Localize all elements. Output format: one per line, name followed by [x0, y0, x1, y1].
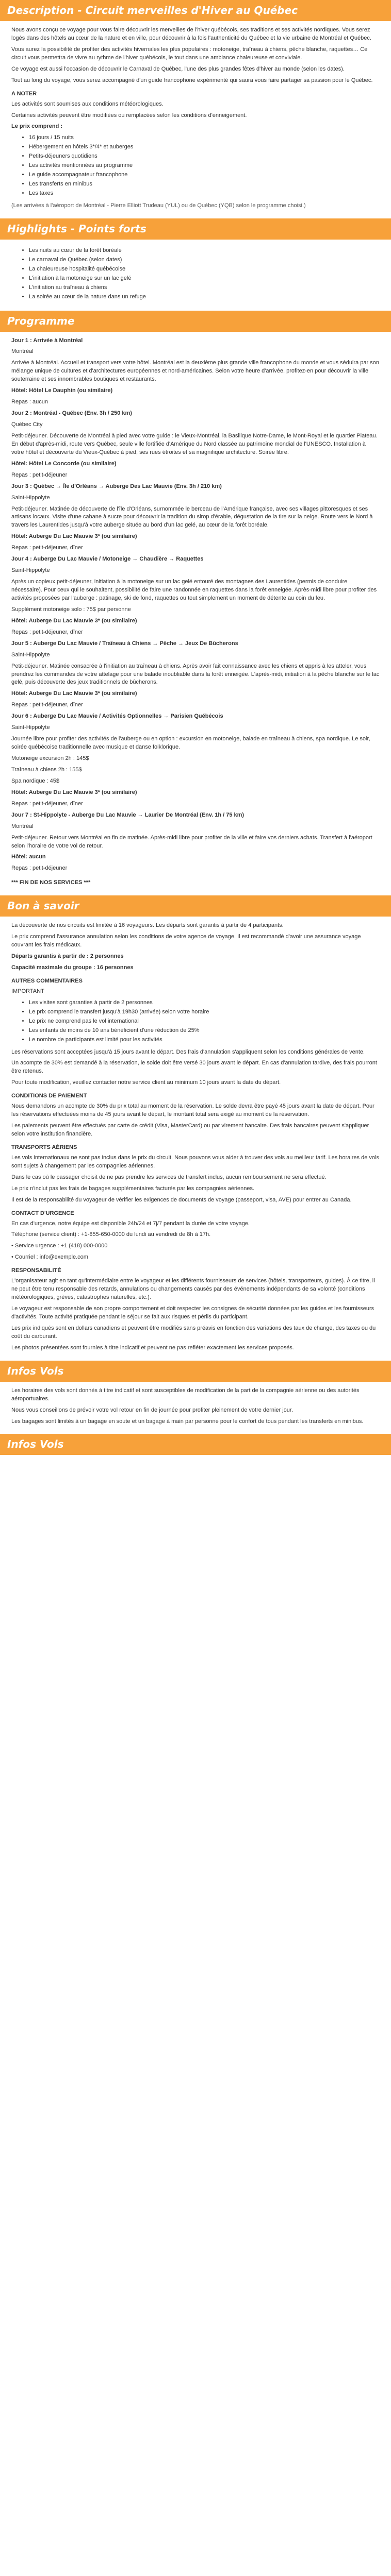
list-item: • La soirée au cœur de la nature dans un refuge	[29, 293, 380, 301]
notes-title: A NOTER	[11, 90, 37, 97]
info-paragraph: Nous vous conseillons de prévoir votre vol retour en fin de journée pour profiter pleinement de votre dernier jour.	[11, 1406, 294, 1413]
practical-section	[0, 895, 391, 1360]
list-item: • Petits-déjeuners quotidiens	[29, 152, 380, 161]
responsibility-paragraph: Les prix indiqués sont en dollars canadiens et peuvent être modifiés sans préavis en fonction des variations des taux de change, des taxes ou du coût du carburant.	[11, 1325, 376, 1340]
list-item: • Les transferts en minibus	[29, 180, 380, 189]
note-item: Certaines activités peuvent être modifiées ou remplacées selon les conditions d'enneigement.	[11, 112, 247, 118]
list-item: • Le carnaval de Québec (selon dates)	[29, 256, 380, 264]
day-meals: Repas : petit-déjeuner, dîner	[11, 545, 83, 551]
day-lodging: Hôtel: Auberge Du Lac Mauvie 3* (ou similaire)	[11, 533, 137, 540]
contact-paragraph: • Service urgence : +1 (418) 000-0000	[11, 1243, 108, 1249]
description-section	[0, 0, 391, 218]
itinerary-content	[0, 332, 391, 896]
day-text: Petit-déjeuner. Retour vers Montréal en fin de matinée. Après-midi libre pour profiter de la ville et faire vos derniers achats. Transfert à l'aéroport selon l'horaire de votre vol de retour.	[11, 834, 372, 849]
day-text: Arrivée à Montréal. Accueil et transport vers votre hôtel. Montréal est la deuxième plus grande ville francophone du monde et vous séduira par son mélange unique de cultures et d'architectures européennes et nord-américaines. Selon votre heure d'arrivée, profitez-en pour découvrir la ville souterraine et ses innombrables boutiques et restaurants.	[11, 360, 379, 383]
list-item: • Le guide accompagnateur francophone	[29, 171, 380, 179]
day-title: Jour 3 : Québec → Île d'Orléans → Auberge Des Lac Mauvie (Env. 3h / 210 km)	[11, 483, 222, 489]
day-meals: Repas : petit-déjeuner, dîner	[11, 800, 83, 807]
conditions-list	[11, 999, 380, 1044]
day-title: Jour 2 : Montréal - Québec (Env. 3h / 250 km)	[11, 410, 132, 417]
highlights-title: Highlights - Points forts	[0, 218, 391, 240]
highlights-section	[0, 218, 391, 311]
day-meals: Repas : petit-déjeuner	[11, 865, 68, 872]
day-place: Saint-Hippolyte	[11, 651, 50, 658]
day-block	[11, 713, 380, 808]
list-item: • Le nombre de participants est limité pour les activités	[29, 1036, 380, 1044]
intro-paragraph: Nous avons conçu ce voyage pour vous faire découvrir les merveilles de l'hiver québécois, ses traditions et ses activités nordiques. Vous serez logés dans des hôtels au cœur de la nature et en ville, pour découvrir à la fois l'authenticité du Québec et la vie urbaine de Montréal et Québec.	[11, 27, 371, 41]
day-lodging: Hôtel: Auberge Du Lac Mauvie 3* (ou similaire)	[11, 617, 137, 624]
list-item: • L'initiation à la motoneige sur un lac gelé	[29, 275, 380, 283]
day-title: Jour 6 : Auberge Du Lac Mauvie / Activités Optionnelles → Parisien Québécois	[11, 713, 223, 720]
responsibility-paragraph: L'organisateur agit en tant qu'intermédiaire entre le voyageur et les différents fournisseurs de services (hôtels, transporteurs, guides). À ce titre, il ne peut être tenu responsable des retards, annulations ou changements causés par des événements indépendants de sa volonté (conditions météorologiques, grèves, catastrophes naturelles, etc.).	[11, 1278, 375, 1301]
day-meals: Repas : petit-déjeuner, dîner	[11, 702, 83, 708]
day-block	[11, 555, 380, 637]
bottom-spacer	[0, 1455, 391, 1459]
day-title: Jour 5 : Auberge Du Lac Mauvie / Traîneau à Chiens → Pêche → Jeux De Bûcherons	[11, 640, 238, 647]
day-extra: Supplément motoneige solo : 75$ par personne	[11, 606, 131, 613]
day-meals: Repas : petit-déjeuner	[11, 471, 68, 478]
day-block	[11, 410, 380, 480]
day-text: Petit-déjeuner. Matinée consacrée à l'initiation au traîneau à chiens. Après avoir fait connaissance avec les chiens et appris à les atteler, vous prendrez les commandes de votre attelage pour une balade inoubliable dans la forêt enneigée. L'après-midi, initiation à la pêche blanche sur le lac gelé, puis découverte des jeux traditionnels de bûcherons.	[11, 663, 380, 686]
day-place: Saint-Hippolyte	[11, 724, 50, 731]
day-place: Québec City	[11, 421, 43, 428]
practical-paragraph: Départs garantis à partir de : 2 personnes	[11, 953, 124, 960]
highlights-content	[0, 240, 391, 311]
intro-paragraph: Tout au long du voyage, vous serez accompagné d'un guide francophone expérimenté qui saura vous faire partager sa passion pour le Québec.	[11, 77, 373, 83]
day-lodging: Hôtel: Auberge Du Lac Mauvie 3* (ou similaire)	[11, 789, 137, 795]
contact-paragraph: • Courriel : info@exemple.com	[11, 1254, 88, 1261]
day-lodging: Hôtel: aucun	[11, 854, 46, 860]
practical-content	[0, 917, 391, 1360]
list-item: • L'initiation au traîneau à chiens	[29, 284, 380, 292]
practical-paragraph: La découverte de nos circuits est limitée à 16 voyageurs. Les départs sont garantis à partir de 4 participants.	[11, 922, 284, 929]
day-place: Montréal	[11, 823, 34, 829]
practical-title: Bon à savoir	[0, 895, 391, 917]
itinerary-section	[0, 311, 391, 896]
practical-paragraph: Un acompte de 30% est demandé à la réservation, le solde doit être versé 30 jours avant le départ. En cas d'annulation tardive, des frais pourront être retenus.	[11, 1060, 377, 1075]
transport-title: TRANSPORTS AÉRIENS	[11, 1144, 77, 1150]
practical-paragraph: Capacité maximale du groupe : 16 personnes	[11, 964, 134, 971]
info-paragraph: Les horaires des vols sont donnés à titre indicatif et sont susceptibles de modification de la part de la compagnie aérienne ou des autorités aéroportuaires.	[11, 1387, 360, 1402]
day-place: Saint-Hippolyte	[11, 567, 50, 574]
transport-paragraph: Il est de la responsabilité du voyageur de vérifier les exigences de documents de voyage (passeport, visa, AVE) pour entrer au Canada.	[11, 1196, 352, 1203]
practical-paragraph: Le prix comprend l'assurance annulation selon les conditions de votre agence de voyage. Il est recommandé d'avoir une assurance voyage couvrant les frais médicaux.	[11, 934, 361, 948]
responsibility-paragraph: Le voyageur est responsable de son propre comportement et doit respecter les consignes de sécurité données par les guides et les fournisseurs d'activités. Toute activité pratiquée pendant le séjour se fait aux risques et périls du participant.	[11, 1306, 374, 1320]
practical-paragraph: Pour toute modification, veuillez contacter notre service client au minimum 10 jours avant la date du départ.	[11, 1079, 281, 1086]
day-option: Traîneau à chiens 2h : 155$	[11, 766, 82, 773]
end-of-services: *** FIN DE NOS SERVICES ***	[11, 879, 91, 886]
contact-paragraph: Téléphone (service client) : +1-855-650-0000 du lundi au vendredi de 8h à 17h.	[11, 1231, 211, 1238]
day-text: Après un copieux petit-déjeuner, initiation à la motoneige sur un lac gelé entouré des montagnes des Laurentides (permis de conduire nécessaire). Pour ceux qui le souhaitent, possibilité de faire une randonnée en raquettes dans la forêt enneigée. Après-midi libre pour profiter des activités proposées par l'auberge : patinage, ski de fond, raquettes ou tout simplement un moment de détente au coin du feu.	[11, 579, 377, 601]
day-text: Petit-déjeuner. Matinée de découverte de l'île d'Orléans, surnommée le berceau de l'Amérique française, avec ses villages pittoresques et ses artisans locaux. Visite d'une cabane à sucre pour découvrir la tradition du sirop d'érable, dégustation de la tire sur la neige. Route vers le Nord à travers les Laurentides jusqu'à votre auberge située au bord d'un lac gelé, au cœur de la forêt boréale.	[11, 505, 373, 529]
day-title: Jour 4 : Auberge Du Lac Mauvie / Motoneige → Chaudière → Raquettes	[11, 556, 204, 563]
conditions-sub: IMPORTANT	[11, 988, 44, 994]
list-item: • Les activités mentionnées au programme	[29, 162, 380, 170]
list-item: • Hébergement en hôtels 3*/4* et auberges	[29, 143, 380, 151]
day-block	[11, 337, 380, 407]
contact-paragraph: En cas d'urgence, notre équipe est disponible 24h/24 et 7j/7 pendant la durée de votre voyage.	[11, 1220, 250, 1227]
day-title: Jour 7 : St-Hippolyte - Auberge Du Lac Mauvie → Laurier De Montréal (Env. 1h / 75 km)	[11, 811, 245, 818]
day-lodging: Hôtel: Hôtel Le Concorde (ou similaire)	[11, 460, 117, 467]
payment-title: CONDITIONS DE PAIEMENT	[11, 1093, 87, 1099]
contact-title: CONTACT D'URGENCE	[11, 1210, 74, 1216]
day-block	[11, 640, 380, 710]
info-section-2	[0, 1434, 391, 1459]
day-meals: Repas : aucun	[11, 399, 48, 405]
list-item: • Le prix ne comprend pas le vol international	[29, 1018, 380, 1026]
list-item: • Les taxes	[29, 190, 380, 198]
included-list	[11, 134, 380, 198]
day-title: Jour 1 : Arrivée à Montréal	[11, 337, 83, 344]
list-item: • 16 jours / 15 nuits	[29, 134, 380, 142]
info-paragraph: Les bagages sont limités à un bagage en soute et un bagage à main par personne pour le confort de tous pendant les transferts en minibus.	[11, 1418, 364, 1425]
description-title: Description - Circuit merveilles d'Hiver au Québec	[0, 0, 391, 21]
list-item: • La chaleureuse hospitalité québécoise	[29, 265, 380, 274]
transport-paragraph: Dans le cas où le passager choisit de ne pas prendre les services de transfert inclus, aucun remboursement ne sera effectué.	[11, 1174, 327, 1180]
transport-paragraph: Le prix n'inclut pas les frais de bagages supplémentaires facturés par les compagnies aériennes.	[11, 1185, 255, 1192]
list-item: • Le prix comprend le transfert jusqu'à 19h30 (arrivée) selon votre horaire	[29, 1008, 380, 1016]
transport-paragraph: Les vols internationaux ne sont pas inclus dans le prix du circuit. Nous pouvons vous aider à trouver des vols au meilleur tarif. Les horaires de vols sont sujets à changement par les compagnies aériennes.	[11, 1154, 379, 1169]
list-item: • Les nuits au cœur de la forêt boréale	[29, 247, 380, 255]
included-title: Le prix comprend :	[11, 123, 63, 130]
intro-paragraph: Vous aurez la possibilité de profiter des activités hivernales les plus populaires : motoneige, traîneau à chiens, pêche blanche, raquettes… Ce circuit vous permettra de vivre au rythme de l'hiver québécois, le tout dans une ambiance chaleureuse et conviviale.	[11, 46, 368, 61]
info-content	[0, 1382, 391, 1434]
info-title-2: Infos Vols	[0, 1434, 391, 1455]
payment-paragraph: Nous demandons un acompte de 30% du prix total au moment de la réservation. Le solde devra être payé 45 jours avant la date de départ. Pour les réservations effectuées moins de 45 jours avant le départ, le montant total sera exigé au moment de la réservation.	[11, 1103, 374, 1118]
note-item: Les activités sont soumises aux conditions météorologiques.	[11, 100, 164, 107]
highlights-list	[11, 247, 380, 301]
description-content	[0, 21, 391, 218]
day-lodging: Hôtel: Hôtel Le Dauphin (ou similaire)	[11, 387, 113, 394]
day-text: Journée libre pour profiter des activités de l'auberge ou en option : excursion en motoneige, balade en traîneau à chiens, spa nordique. Le soir, soirée québécoise traditionnelle avec musique et danse folklorique.	[11, 736, 370, 751]
practical-paragraph: Les réservations sont acceptées jusqu'à 15 jours avant le départ. Des frais d'annulation s'appliquent selon les conditions générales de vente.	[11, 1048, 365, 1055]
day-option: Motoneige excursion 2h : 145$	[11, 755, 89, 761]
day-place: Montréal	[11, 348, 34, 355]
day-place: Saint-Hippolyte	[11, 494, 50, 501]
day-lodging: Hôtel: Auberge Du Lac Mauvie 3* (ou similaire)	[11, 690, 137, 697]
info-section	[0, 1361, 391, 1434]
day-option: Spa nordique : 45$	[11, 777, 59, 784]
itinerary-title: Programme	[0, 311, 391, 332]
day-text: Petit-déjeuner. Découverte de Montréal à pied avec votre guide : le Vieux-Montréal, la Basilique Notre-Dame, le Mont-Royal et le quartier Plateau. En début d'après-midi, route vers Québec, seule ville fortifiée d'Amérique du Nord classée au patrimoine mondial de l'UNESCO. Installation à votre hôtel et découverte du Vieux-Québec à pied, ses rues étroites et sa magnifique architecture. Soirée libre.	[11, 432, 378, 455]
responsibility-title: RESPONSABILITÉ	[11, 1267, 61, 1274]
list-item: • Les visites sont garanties à partir de 2 personnes	[29, 999, 380, 1007]
day-block	[11, 483, 380, 553]
info-title: Infos Vols	[0, 1361, 391, 1382]
responsibility-paragraph: Les photos présentées sont fournies à titre indicatif et peuvent ne pas refléter exactement les services proposés.	[11, 1344, 294, 1351]
day-meals: Repas : petit-déjeuner, dîner	[11, 629, 83, 635]
footer-note: (Les arrivées à l'aéroport de Montréal - Pierre Elliott Trudeau (YUL) ou de Québec (YQB) selon le programme choisi.)	[11, 202, 306, 209]
payment-paragraph: Les paiements peuvent être effectués par carte de crédit (Visa, MasterCard) ou par virement bancaire. Des frais bancaires peuvent s'appliquer selon votre institution financière.	[11, 1123, 369, 1137]
day-block	[11, 811, 380, 873]
conditions-title: AUTRES COMMENTAIRES	[11, 977, 83, 984]
list-item: • Les enfants de moins de 10 ans bénéficient d'une réduction de 25%	[29, 1027, 380, 1035]
intro-paragraph: Ce voyage est aussi l'occasion de découvrir le Carnaval de Québec, l'une des plus grandes fêtes d'hiver au monde (selon les dates).	[11, 65, 345, 72]
